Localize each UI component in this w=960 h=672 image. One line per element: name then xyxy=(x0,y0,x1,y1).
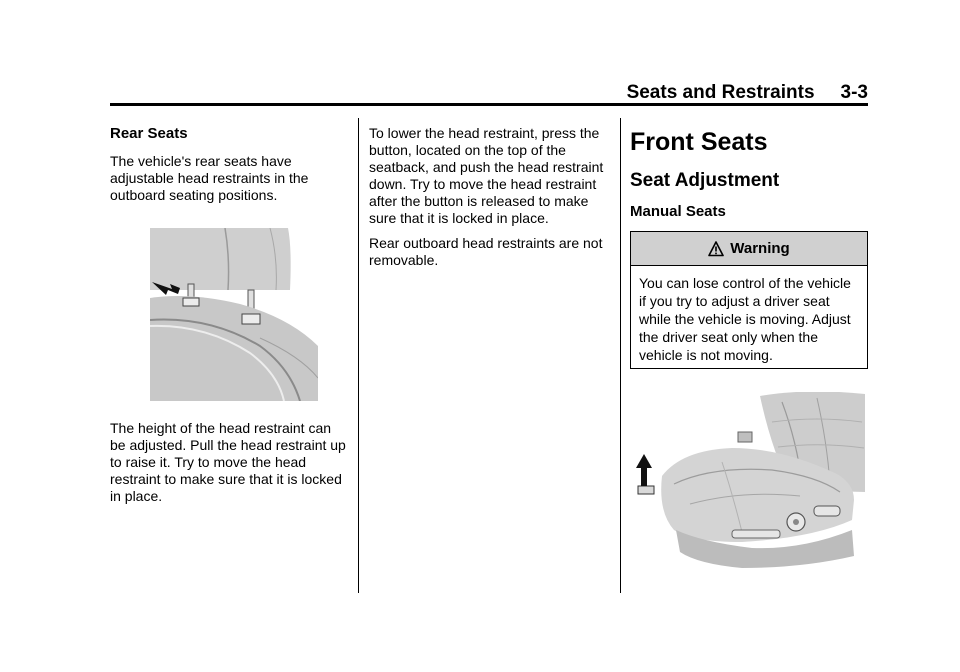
page-number: 3-3 xyxy=(840,82,868,103)
column-divider-2 xyxy=(620,118,621,593)
header-title xyxy=(627,82,868,104)
rear-head-restraint-illustration xyxy=(150,228,318,401)
seat-adjustment-heading: Seat Adjustment xyxy=(630,170,780,191)
column-2 xyxy=(369,125,609,277)
warning-box xyxy=(630,231,868,369)
column-divider-1 xyxy=(358,118,359,593)
warning-text: You can lose control of the vehicle if you try to adjust a driver seat while the vehicle is moving. Adjust the driver seat only when the vehicle is not moving. xyxy=(639,275,851,363)
not-removable-text: Rear outboard head restraints are not removable. xyxy=(369,235,603,268)
manual-seat-illustration xyxy=(632,392,865,568)
column-1 xyxy=(110,125,348,214)
warning-header xyxy=(631,232,867,266)
warning-triangle-icon xyxy=(708,241,724,257)
front-seats-heading: Front Seats xyxy=(630,128,768,156)
lower-restraint-text: To lower the head restraint, press the button, located on the top of the seatback, and push the head restraint down. Try to move the head restraint after the button is released to make sure that it is locked in place. xyxy=(369,125,604,226)
manual-seats-heading: Manual Seats xyxy=(630,203,726,220)
section-title: Seats and Restraints xyxy=(626,82,815,103)
column-1-lower xyxy=(110,420,348,515)
header-rule xyxy=(110,103,868,106)
column-3 xyxy=(630,125,868,369)
warning-label: Warning xyxy=(730,240,790,257)
rear-seats-adjust-text: The height of the head restraint can be adjusted. Pull the head restraint up to raise it. Try to move the head restraint to make sure that it is locked in place. xyxy=(110,420,346,504)
rear-seats-intro: The vehicle's rear seats have adjustable head restraints in the outboard seating positions. xyxy=(110,153,309,203)
page-header xyxy=(110,82,868,102)
rear-seats-heading: Rear Seats xyxy=(110,125,188,142)
